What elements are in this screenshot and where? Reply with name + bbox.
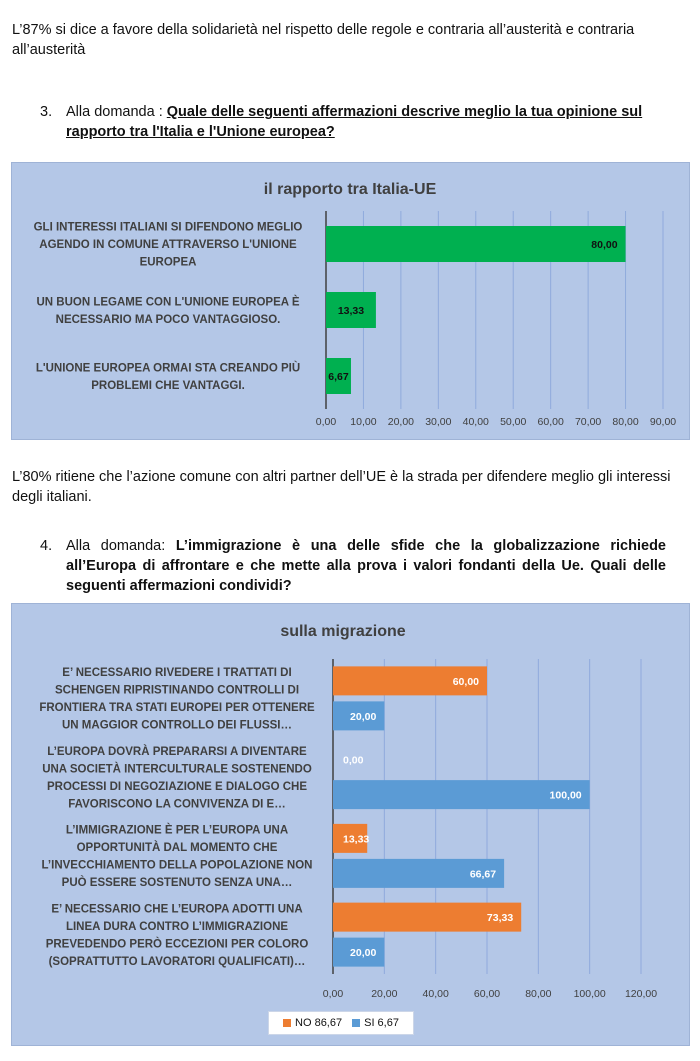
intro-paragraph: L’87% si dice a favore della solidarietà nel rispetto delle regole e contraria all’austerità e contraria all’austerità <box>12 22 635 58</box>
x-tick-label: 20,00 <box>371 988 398 1000</box>
x-tick-label: 100,00 <box>573 988 606 1000</box>
legend-item-no <box>283 1017 342 1029</box>
legend-swatch-no <box>283 1019 291 1027</box>
data-label: 0,00 <box>343 754 364 767</box>
category-label: E’ NECESSARIO RIVEDERE I TRATTATI DI <box>62 667 292 680</box>
x-tick-label: 50,00 <box>500 416 527 428</box>
category-label: PROCESSI DI NEGOZIAZIONE E DIALOGO CHE <box>46 780 308 793</box>
category-label: AGENDO IN COMUNE ATTRAVERSO L'UNIONE <box>39 239 297 251</box>
category-label: FAVORISCONO LA CONVIVENZA DI E… <box>68 798 286 811</box>
category-label: NECESSARIO MA POCO VANTAGGIOSO. <box>55 313 281 326</box>
data-label: 66,67 <box>469 868 497 881</box>
data-label: 80,00 <box>591 239 618 251</box>
question-3-intro: Alla domanda : <box>66 104 167 120</box>
data-label: 100,00 <box>549 789 582 802</box>
x-tick-label: 0,00 <box>322 988 344 1000</box>
category-label: UNA SOCIETÀ INTERCULTURALE SOSTENENDO <box>42 763 312 776</box>
category-label: SCHENGEN RIPRISTINANDO CONTROLLI DI <box>54 684 300 697</box>
category-label: L’IMMIGRAZIONE È PER L’EUROPA UNA <box>65 824 289 837</box>
chart-title: il rapporto tra Italia-UE <box>263 181 437 198</box>
x-tick-label: 80,00 <box>612 416 639 428</box>
x-tick-label: 0,00 <box>315 416 337 428</box>
x-tick-label: 40,00 <box>462 416 489 428</box>
bar <box>326 226 626 262</box>
x-tick-label: 10,00 <box>350 416 377 428</box>
category-label: UN MAGGIOR CONTROLLO DEI FLUSSI… <box>62 719 292 732</box>
x-tick-label: 30,00 <box>425 416 452 428</box>
x-tick-label: 60,00 <box>537 416 564 428</box>
category-label: PREVEDENDO PERÒ ECCEZIONI PER COLORO <box>45 938 309 951</box>
category-label: LINEA DURA CONTRO L’IMMIGRAZIONE <box>65 920 289 933</box>
data-label: 73,33 <box>486 912 514 925</box>
x-tick-label: 60,00 <box>473 988 501 1000</box>
question-4-intro: Alla domanda: <box>66 538 176 554</box>
category-label: OPPORTUNITÀ DAL MOMENTO CHE <box>76 842 278 855</box>
legend-label-si: SI 6,67 <box>364 1017 399 1029</box>
data-label: 13,33 <box>337 305 365 317</box>
category-label: L’EUROPA DOVRÀ PREPARARSI A DIVENTARE <box>47 745 307 758</box>
legend-item-si <box>352 1017 399 1029</box>
chart-title: sulla migrazione <box>280 623 406 640</box>
data-label: 20,00 <box>350 710 377 723</box>
chart-migrazione <box>11 603 690 1046</box>
category-label: UN BUON LEGAME CON L'UNIONE EUROPEA È <box>36 296 300 309</box>
question-4-text: L’immigrazione è una delle sfide che la globalizzazione richiede all’Europa di affrontare e che mette alla prova i valori fondanti della Ue. Quali delle seguenti affermazioni condividi? <box>66 538 666 594</box>
legend-swatch-si <box>352 1019 360 1027</box>
x-tick-label: 80,00 <box>525 988 552 1000</box>
data-label: 6,67 <box>328 371 349 383</box>
chart-italia-ue-svg <box>12 163 689 439</box>
data-label: 13,33 <box>343 833 370 846</box>
category-label: GLI INTERESSI ITALIANI SI DIFENDONO MEGLIO <box>33 221 303 234</box>
category-label: (SOPRATTUTTO LAVORATORI QUALIFICATI)… <box>48 955 306 968</box>
category-label: L’INVECCHIAMENTO DELLA POPOLAZIONE NON <box>41 859 313 872</box>
legend-label-no: NO 86,67 <box>295 1017 343 1029</box>
question-4-number: 4. <box>40 538 53 554</box>
data-label: 60,00 <box>452 675 479 688</box>
chart-migrazione-svg <box>12 604 689 1045</box>
question-3 <box>40 102 666 142</box>
question-3-number: 3. <box>40 104 53 120</box>
x-tick-label: 20,00 <box>387 416 415 428</box>
middle-paragraph: L’80% ritiene che l’azione comune con altri partner dell’UE è la strada per difendere meglio gli interessi degli italiani. <box>12 469 671 505</box>
category-label: PUÒ ESSERE SOSTENUTO SENZA UNA… <box>61 877 293 890</box>
question-4 <box>40 536 666 596</box>
x-tick-label: 70,00 <box>574 416 602 428</box>
category-label: EUROPEA <box>139 256 197 269</box>
x-tick-label: 120,00 <box>624 988 658 1000</box>
x-tick-label: 90,00 <box>649 416 677 428</box>
category-label: PROBLEMI CHE VANTAGGI. <box>91 379 245 392</box>
chart-migrazione-legend <box>268 1011 414 1035</box>
data-label: 20,00 <box>350 947 377 960</box>
chart-italia-ue <box>11 162 690 440</box>
question-3-text: Quale delle seguenti affermazioni descrive meglio la tua opinione sul rapporto tra l'Italia e l'Unione europea? <box>66 104 643 140</box>
category-label: E’ NECESSARIO CHE L’EUROPA ADOTTI UNA <box>51 903 303 916</box>
x-tick-label: 40,00 <box>422 988 449 1000</box>
category-label: FRONTIERA TRA STATI EUROPEI PER OTTENERE <box>39 702 315 715</box>
category-label: L'UNIONE EUROPEA ORMAI STA CREANDO PIÙ <box>35 362 301 375</box>
